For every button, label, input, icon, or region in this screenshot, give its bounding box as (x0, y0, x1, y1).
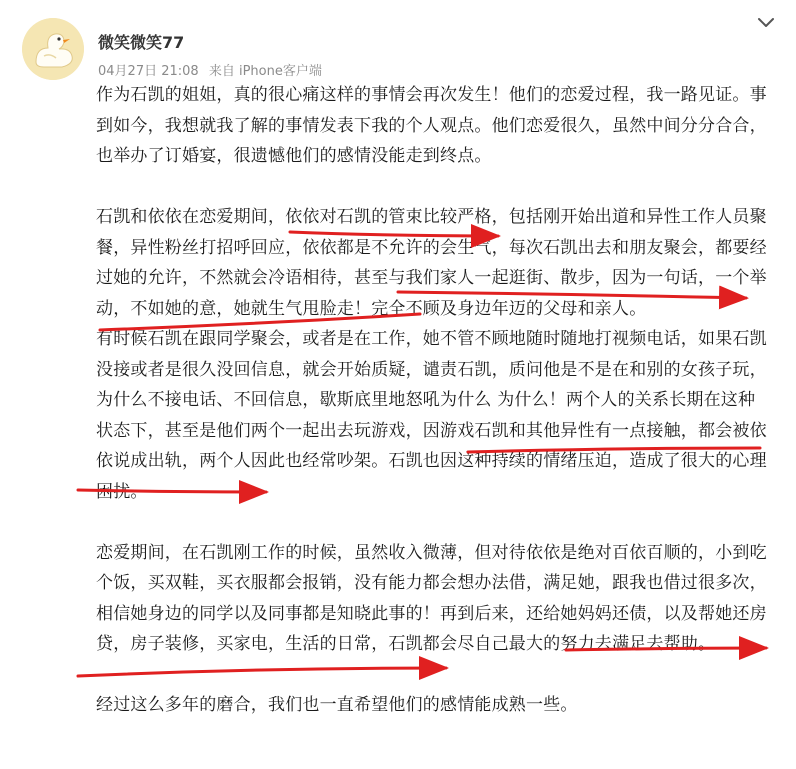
post-body (96, 80, 772, 721)
username[interactable]: 微笑微笑77 (98, 33, 185, 52)
post-paragraph: 有时候石凯在跟同学聚会，或者是在工作，她不管不顾地随时随地打视频电话，如果石凯没接或者是很久没回信息，就会开始质疑，谴责石凯，质问他是不是在和别的女孩子玩，为什么不接电话、不回信息，歇斯底里地怒吼为什么 为什么！两个人的关系长期在这种状态下，甚至是他们两个一起出去玩游戏，因游戏石凯和其他异性有一点接触，都会被依依说成出轨，两个人因此也经常吵架。石凯也因这种持续的情绪压迫，造成了很大的心理困扰。 (96, 329, 767, 502)
duck-avatar-icon (22, 18, 84, 80)
post-paragraph: 作为石凯的姐姐，真的很心痛这样的事情会再次发生！他们的恋爱过程，我一路见证。事到如今，我想就我了解的事情发表下我的个人观点。他们恋爱很久，虽然中间分分合合，也举办了订婚宴，很遗憾他们的感情没能走到终点。 (96, 85, 767, 166)
chevron-down-icon[interactable] (756, 12, 776, 32)
post-paragraph: 石凯和依依在恋爱期间，依依对石凯的管束比较严格，包括刚开始出道和异性工作人员聚餐，异性粉丝打招呼回应，依依都是不允许的会生气，每次石凯出去和朋友聚会，都要经过她的允许，不然就会冷语相待，甚至与我们家人一起逛街、散步，因为一句话，一个举动，不如她的意，她就生气甩脸走！完全不顾及身边年迈的父母和亲人。 (96, 207, 767, 319)
post-meta (98, 60, 328, 79)
post-paragraph: 经过这么多年的磨合，我们也一直希望他们的感情能成熟一些。 (96, 695, 578, 715)
post-source: 来自 iPhone客户端 (208, 64, 322, 79)
post-time[interactable]: 04月27日 21:08 (98, 64, 199, 79)
post-paragraph: 恋爱期间，在石凯刚工作的时候，虽然收入微薄，但对待依依是绝对百依百顺的，小到吃个饭，买双鞋，买衣服都会报销，没有能力都会想办法借，满足她，跟我也借过很多次，相信她身边的同学以及同事都是知晓此事的！再到后来，还给她妈妈还债，以及帮她还房贷，房子装修，买家电，生活的日常，石凯都会尽自己最大的努力去满足去帮助。 (96, 542, 767, 654)
avatar[interactable] (22, 18, 84, 80)
